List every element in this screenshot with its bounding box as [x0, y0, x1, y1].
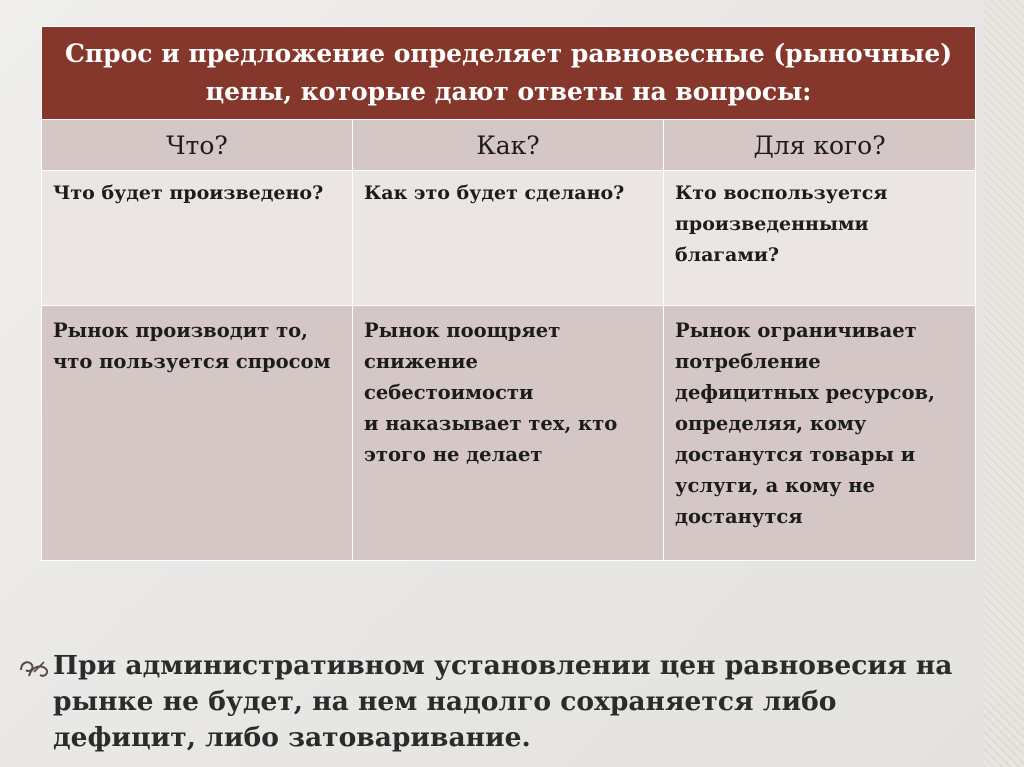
- table-cell: [42, 171, 353, 306]
- table: [41, 26, 976, 561]
- header-for-whom: Для кого?: [664, 120, 976, 171]
- table-row-answers: [42, 306, 976, 561]
- table-cell: [664, 306, 976, 561]
- header-how: Как?: [353, 120, 664, 171]
- answer-what: Рынок производит то, что пользуется спросом: [53, 319, 331, 373]
- header-what: Что?: [42, 120, 353, 171]
- question-what: Что будет произведено?: [53, 182, 324, 204]
- table-cell: [353, 306, 664, 561]
- table-row-questions: [42, 171, 976, 306]
- answer-for-whom: Рынок ограничивает потребление дефицитных ресурсов, определяя, кому достанутся товары и услуги, а кому не достанутся: [675, 319, 935, 528]
- question-how: Как это будет сделано?: [364, 182, 625, 204]
- swirl-bullet-icon: [17, 650, 53, 686]
- market-questions-table: [41, 26, 975, 561]
- answer-how: Рынок поощряет снижение себестоимости и наказывает тех, кто этого не делает: [364, 319, 618, 466]
- question-for-whom: Кто воспользуется произведенными благами?: [675, 182, 888, 266]
- bullet-text: При административном установлении цен равновесия на рынке не будет, на нем надолго сохраняется либо дефицит, либо затоваривание.: [53, 650, 953, 753]
- bullet-paragraph: [17, 648, 977, 756]
- table-cell: [664, 171, 976, 306]
- table-cell: [353, 171, 664, 306]
- table-title: Спрос и предложение определяет равновесные (рыночные) цены, которые дают ответы на вопросы:: [42, 27, 976, 120]
- table-header-row: [42, 120, 976, 171]
- decorative-edge: [984, 0, 1024, 767]
- table-title-row: [42, 27, 976, 120]
- table-cell: [42, 306, 353, 561]
